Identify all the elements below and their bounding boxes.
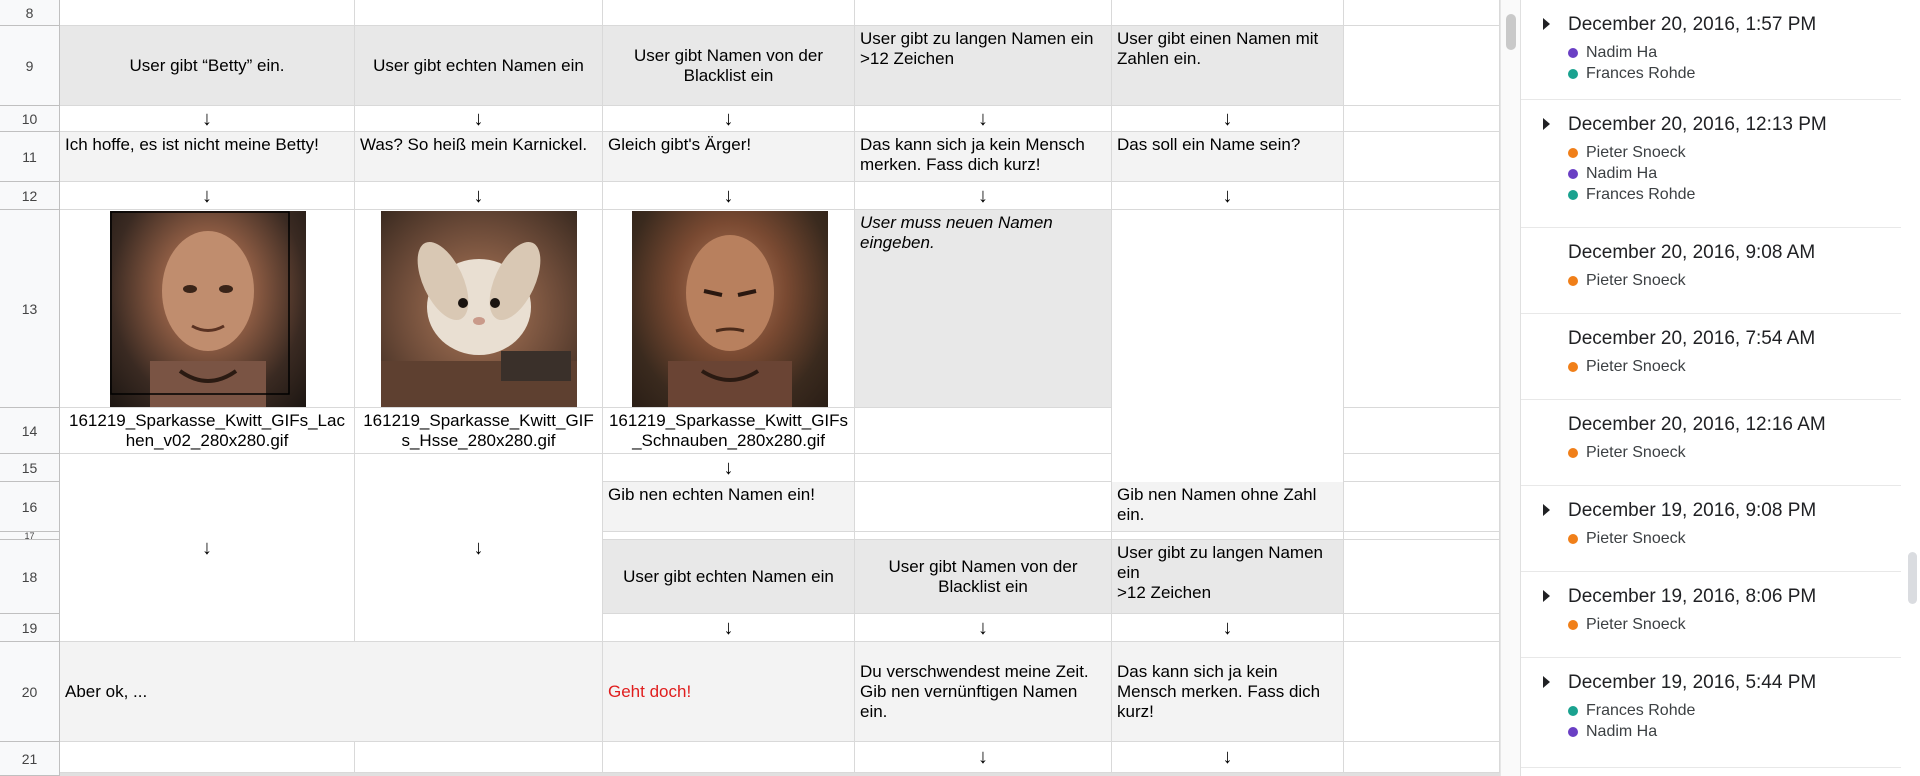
cell-real-name-input[interactable]: User gibt echten Namen ein — [355, 26, 603, 106]
editor-name: Nadim Ha — [1586, 723, 1658, 740]
user-color-dot-icon — [1568, 534, 1578, 544]
arrow-cell[interactable]: ↓ — [1112, 742, 1344, 773]
editor-name: Pieter Snoeck — [1586, 358, 1686, 375]
user-color-dot-icon — [1568, 169, 1578, 179]
row-header-18[interactable]: 18 — [0, 540, 60, 614]
cell-numbers-input[interactable]: User gibt einen Namen mit Zahlen ein. — [1112, 26, 1344, 106]
user-color-dot-icon — [1568, 706, 1578, 716]
row-header-15[interactable]: 15 — [0, 454, 60, 482]
cell-filename-laughing[interactable]: 161219_Sparkasse_Kwitt_GIFs_Lachen_v02_280x280.gif — [60, 408, 355, 454]
editor-name: Pieter Snoeck — [1586, 444, 1686, 461]
version-date: December 20, 2016, 12:16 AM — [1568, 414, 1826, 435]
row-header-8[interactable]: 8 — [0, 0, 60, 26]
cell[interactable] — [1344, 642, 1500, 742]
version-entry[interactable] — [1521, 0, 1901, 100]
cell-response-success[interactable]: Geht doch! — [603, 642, 855, 742]
cell[interactable] — [1344, 742, 1500, 773]
cell-new-name-required[interactable]: User muss neuen Namen eingeben. — [855, 210, 1112, 408]
bald-man-snorting-image[interactable] — [632, 211, 828, 407]
version-editor — [1568, 272, 1686, 290]
cell-response-blacklist[interactable]: Gleich gibt's Ärger! — [603, 132, 855, 182]
cell[interactable] — [1344, 614, 1500, 642]
version-entry[interactable] — [1521, 572, 1901, 658]
cell[interactable] — [1344, 482, 1500, 532]
arrow-cell[interactable]: ↓ — [855, 614, 1112, 642]
row-header-11[interactable]: 11 — [0, 132, 60, 182]
version-entry[interactable] — [1521, 658, 1901, 768]
cell-blacklist-input[interactable]: User gibt Namen von der Blacklist ein — [603, 26, 855, 106]
cell-merged-column-e[interactable] — [1112, 182, 1344, 482]
editor-name: Pieter Snoeck — [1586, 616, 1686, 633]
row-header-10[interactable]: 10 — [0, 106, 60, 132]
version-entry[interactable] — [1521, 314, 1901, 400]
expand-arrow-icon[interactable] — [1543, 18, 1550, 30]
user-color-dot-icon — [1568, 620, 1578, 630]
cell-response-real-name[interactable]: Was? So heiß mein Karnickel. — [355, 132, 603, 182]
cell[interactable] — [60, 742, 355, 773]
arrow-cell[interactable]: ↓ — [355, 106, 603, 132]
cell[interactable] — [1344, 210, 1500, 408]
user-color-dot-icon — [1568, 69, 1578, 79]
version-editor — [1568, 165, 1657, 183]
arrow-cell[interactable]: ↓ — [1112, 182, 1344, 210]
cell-prompt-real-name[interactable]: Gib nen echten Namen ein! — [603, 482, 855, 532]
arrow-cell[interactable]: ↓ — [603, 454, 855, 482]
row-header-17[interactable]: 17 — [0, 532, 60, 540]
sheet-vertical-scrollbar[interactable] — [1500, 0, 1520, 776]
row-header-9[interactable]: 9 — [0, 26, 60, 106]
expand-arrow-icon[interactable] — [1543, 676, 1550, 688]
version-entry[interactable] — [1521, 486, 1901, 572]
arrow-cell[interactable]: ↓ — [60, 454, 355, 642]
panel-scrollbar[interactable] — [1904, 0, 1920, 776]
version-editor — [1568, 616, 1686, 634]
cell[interactable] — [1344, 0, 1500, 26]
version-editor — [1568, 358, 1686, 376]
cell-response-ok[interactable]: Aber ok, ... — [60, 642, 603, 742]
version-editor — [1568, 444, 1686, 462]
version-entry[interactable] — [1521, 100, 1901, 228]
version-entry[interactable] — [1521, 228, 1901, 314]
cell-response-too-long[interactable]: Das kann sich ja kein Mensch merken. Fass dich kurz! — [1112, 642, 1344, 742]
editor-name: Pieter Snoeck — [1586, 272, 1686, 289]
cell-filename-snorting[interactable]: 161219_Sparkasse_Kwitt_GIFs_Schnauben_280x280.gif — [603, 408, 855, 454]
arrow-cell[interactable]: ↓ — [355, 182, 603, 210]
cell[interactable] — [355, 742, 603, 773]
user-color-dot-icon — [1568, 190, 1578, 200]
arrow-cell[interactable]: ↓ — [603, 106, 855, 132]
arrow-cell[interactable]: ↓ — [60, 106, 355, 132]
version-editor — [1568, 44, 1657, 62]
user-color-dot-icon — [1568, 276, 1578, 286]
cell[interactable] — [603, 0, 855, 26]
cell-long-name-input[interactable]: User gibt zu langen Namen ein >12 Zeichen — [855, 26, 1112, 106]
cell-betty-input[interactable]: User gibt “Betty” ein. — [60, 26, 355, 106]
cell[interactable] — [1344, 26, 1500, 106]
sheet-scroll-thumb[interactable] — [1506, 14, 1516, 50]
cell[interactable] — [855, 0, 1112, 26]
user-color-dot-icon — [1568, 448, 1578, 458]
arrow-cell[interactable]: ↓ — [855, 742, 1112, 773]
version-date: December 19, 2016, 9:08 PM — [1568, 500, 1817, 521]
editor-name: Pieter Snoeck — [1586, 530, 1686, 547]
editor-name: Nadim Ha — [1586, 165, 1658, 182]
row-header-21[interactable]: 21 — [0, 742, 60, 776]
row-header-16[interactable]: 16 — [0, 482, 60, 532]
cell[interactable] — [1112, 0, 1344, 26]
row-header-20[interactable]: 20 — [0, 642, 60, 742]
row-header-19[interactable]: 19 — [0, 614, 60, 642]
arrow-cell[interactable]: ↓ — [60, 182, 355, 210]
version-date: December 20, 2016, 12:13 PM — [1568, 114, 1827, 135]
cell-response-long-name[interactable]: Das kann sich ja kein Mensch merken. Fass dich kurz! — [855, 132, 1112, 182]
version-date: December 20, 2016, 1:57 PM — [1568, 14, 1817, 35]
version-date: December 20, 2016, 7:54 AM — [1568, 328, 1816, 349]
arrow-cell[interactable]: ↓ — [855, 106, 1112, 132]
user-color-dot-icon — [1568, 727, 1578, 737]
cell[interactable] — [1344, 132, 1500, 182]
version-date: December 19, 2016, 5:44 PM — [1568, 672, 1817, 693]
arrow-cell[interactable]: ↓ — [355, 454, 603, 642]
cell[interactable] — [603, 742, 855, 773]
cell[interactable] — [1344, 454, 1500, 482]
expand-arrow-icon[interactable] — [1543, 590, 1550, 602]
editor-name: Frances Rohde — [1586, 65, 1696, 82]
cell-real-name-input-2[interactable]: User gibt echten Namen ein — [603, 540, 855, 614]
version-editor — [1568, 702, 1695, 720]
version-date: December 20, 2016, 9:08 AM — [1568, 242, 1816, 263]
cell[interactable] — [855, 454, 1112, 482]
cell[interactable] — [1344, 540, 1500, 614]
version-editor — [1568, 186, 1695, 204]
cell-response-waste-time[interactable]: Du verschwendest meine Zeit. Gib nen vernünftigen Namen ein. — [855, 642, 1112, 742]
cell[interactable] — [1344, 106, 1500, 132]
version-date: December 19, 2016, 8:06 PM — [1568, 586, 1817, 607]
expand-arrow-icon[interactable] — [1543, 118, 1550, 130]
editor-name: Pieter Snoeck — [1586, 144, 1686, 161]
row-header-14[interactable]: 14 — [0, 408, 60, 454]
cell[interactable] — [1344, 182, 1500, 210]
arrow-cell[interactable]: ↓ — [1112, 106, 1344, 132]
cell-blacklist-input-2[interactable]: User gibt Namen von der Blacklist ein — [855, 540, 1112, 614]
cell[interactable] — [855, 408, 1112, 454]
user-color-dot-icon — [1568, 48, 1578, 58]
version-history-panel — [1520, 0, 1920, 776]
user-color-dot-icon — [1568, 148, 1578, 158]
cell[interactable] — [1112, 532, 1344, 540]
editor-name: Frances Rohde — [1586, 186, 1696, 203]
cell-prompt-no-number[interactable]: Gib nen Namen ohne Zahl ein. — [1112, 482, 1344, 532]
arrow-cell[interactable]: ↓ — [855, 182, 1112, 210]
version-editor — [1568, 530, 1686, 548]
cell-long-name-input-2[interactable]: User gibt zu langen Namen ein >12 Zeichen — [1112, 540, 1344, 614]
cell[interactable] — [1344, 408, 1500, 454]
version-editor — [1568, 144, 1686, 162]
version-editor — [1568, 723, 1657, 741]
cell-response-numbers[interactable]: Das soll ein Name sein? — [1112, 132, 1344, 182]
bald-man-laughing-image[interactable] — [110, 211, 306, 407]
cell[interactable] — [855, 482, 1112, 532]
version-editor — [1568, 65, 1695, 83]
arrow-cell[interactable]: ↓ — [603, 182, 855, 210]
row-header-12[interactable]: 12 — [0, 182, 60, 210]
editor-name: Nadim Ha — [1586, 44, 1658, 61]
user-color-dot-icon — [1568, 362, 1578, 372]
expand-arrow-icon[interactable] — [1543, 504, 1550, 516]
version-entry[interactable] — [1521, 400, 1901, 486]
cell[interactable] — [855, 532, 1112, 540]
cell[interactable] — [355, 0, 603, 26]
row-header-13[interactable]: 13 — [0, 210, 60, 408]
rabbit-image[interactable] — [381, 211, 577, 407]
arrow-cell[interactable]: ↓ — [603, 614, 855, 642]
arrow-cell[interactable]: ↓ — [1112, 614, 1344, 642]
cell[interactable] — [603, 532, 855, 540]
cell-response-betty[interactable]: Ich hoffe, es ist nicht meine Betty! — [60, 132, 355, 182]
panel-scroll-thumb[interactable] — [1908, 552, 1917, 604]
editor-name: Frances Rohde — [1586, 702, 1696, 719]
cell-filename-rabbit[interactable]: 161219_Sparkasse_Kwitt_GIFs_Hsse_280x280.gif — [355, 408, 603, 454]
cell[interactable] — [1344, 532, 1500, 540]
cell[interactable] — [60, 0, 355, 26]
